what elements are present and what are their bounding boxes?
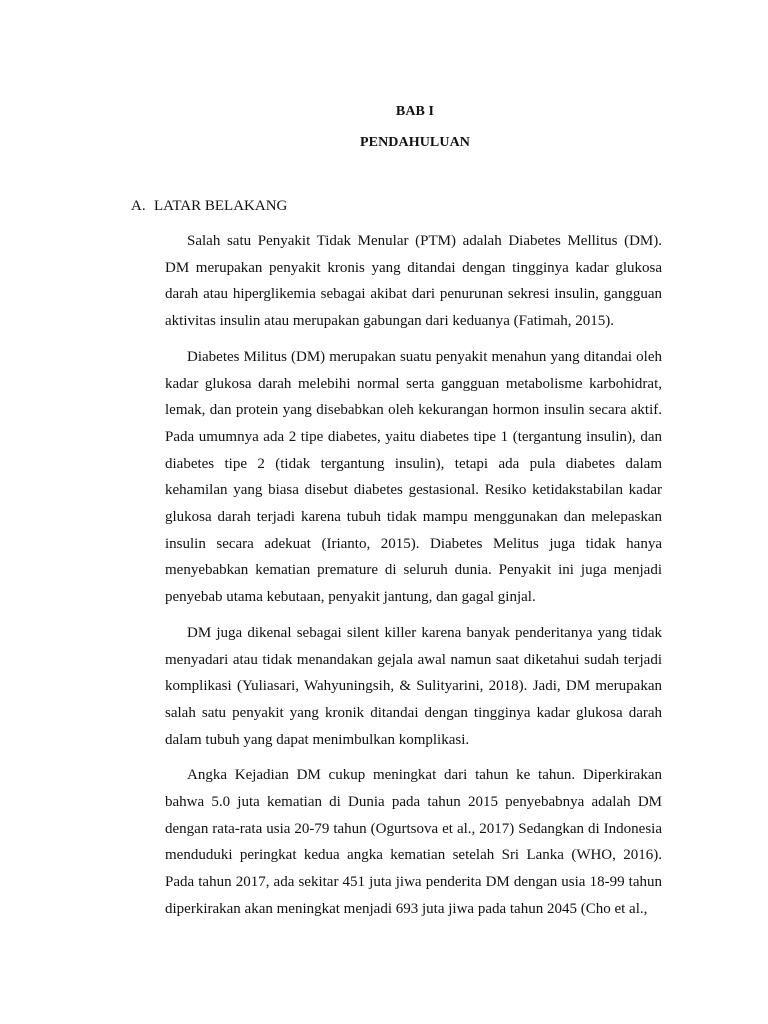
section-heading: [131, 198, 287, 215]
paragraph: Angka Kejadian DM cukup meningkat dari tahun ke tahun. Diperkirakan bahwa 5.0 juta kematian di Dunia pada tahun 2015 penyebabnya adalah DM dengan rata-rata usia 20-79 tahun (Ogurtsova et al., 2017) Sedangkan di Indonesia menduduki peringkat kedua angka kematian setelah Sri Lanka (WHO, 2016). Pada tahun 2017, ada sekitar 451 juta jiwa penderita DM dengan usia 18-99 tahun diperkirakan akan meningkat menjadi 693 juta jiwa pada tahun 2045 (Cho et al.,: [165, 767, 662, 917]
chapter-title: PENDAHULUAN: [360, 135, 470, 150]
section-title: LATAR BELAKANG: [154, 198, 288, 214]
paragraph: DM juga dikenal sebagai silent killer karena banyak penderitanya yang tidak menyadari atau tidak menandakan gejala awal namun saat diketahui sudah terjadi komplikasi (Yuliasari, Wahyuningsih, & Sulityarini, 2018). Jadi, DM merupakan salah satu penyakit yang kronik ditandai dengan tingginya kadar glukosa darah dalam tubuh yang dapat menimbulkan komplikasi.: [165, 624, 662, 748]
paragraph: Diabetes Militus (DM) merupakan suatu penyakit menahun yang ditandai oleh kadar glukosa darah melebihi normal serta gangguan metabolisme karbohidrat, lemak, dan protein yang disebabkan oleh kekurangan hormon insulin secara aktif. Pada umumnya ada 2 tipe diabetes, yaitu diabetes tipe 1 (tergantung insulin), dan diabetes tipe 2 (tidak tergantung insulin), tetapi ada pula diabetes dalam kehamilan yang biasa disebut diabetes gestasional. Resiko ketidakstabilan kadar glukosa darah terjadi karena tubuh tidak mampu menggunakan dan melepaskan insulin secara adekuat (Irianto, 2015). Diabetes Melitus juga tidak hanya menyebabkan kematian premature di seluruh dunia. Penyakit ini juga menjadi penyebab utama kebutaan, penyakit jantung, dan gagal ginjal.: [165, 348, 662, 606]
section-letter: A.: [131, 198, 146, 214]
paragraph: Salah satu Penyakit Tidak Menular (PTM) adalah Diabetes Mellitus (DM). DM merupakan penyakit kronis yang ditandai dengan tingginya kadar glukosa darah atau hiperglikemia sebagai akibat dari penurunan sekresi insulin, gangguan aktivitas insulin atau merupakan gabungan dari keduanya (Fatimah, 2015).: [165, 233, 662, 330]
body-text: [165, 228, 662, 932]
chapter-number: BAB I: [395, 104, 435, 119]
